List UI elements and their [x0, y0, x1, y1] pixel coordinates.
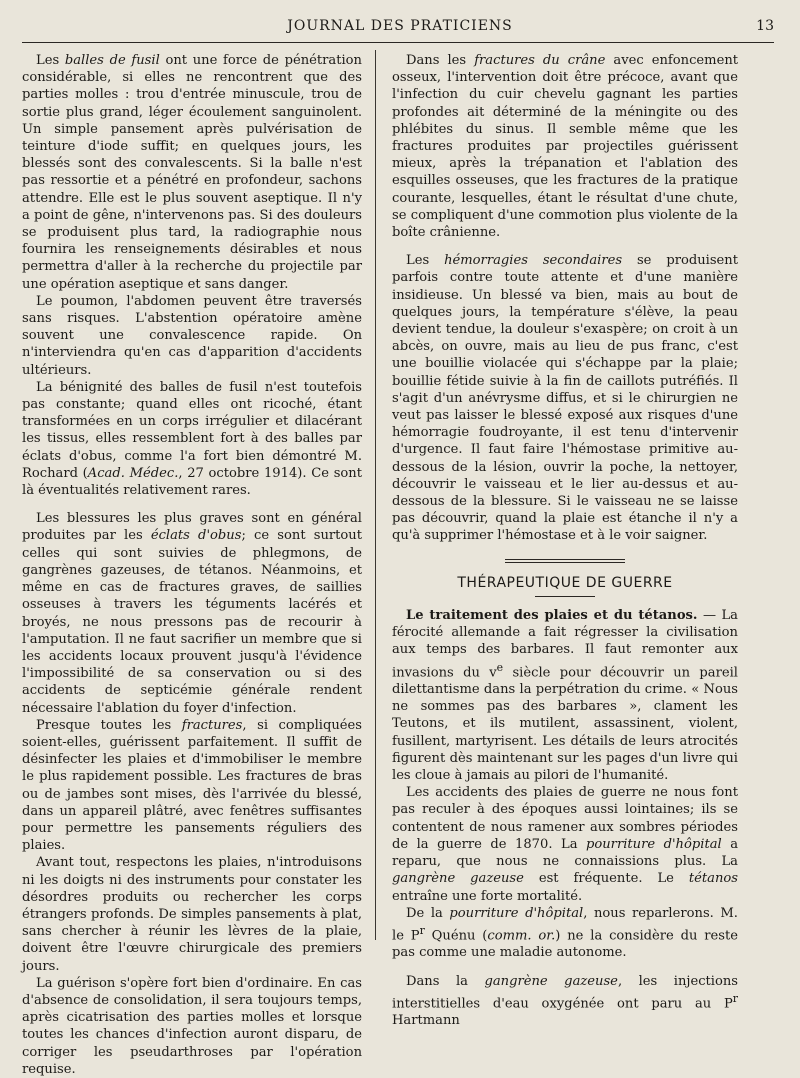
header-rule — [22, 42, 774, 43]
paragraph-pourriture: De la pourriture d'hôpital, nous reparlerons. M. le $P^r$ Quénu (comm. or.) ne la considère du reste pas comme une maladie autonome. — [392, 905, 738, 961]
section-title: THÉRAPEUTIQUE DE GUERRE — [457, 574, 673, 591]
paragraph-fractures: Presque toutes les fractures, si compliquées soient-elles, guérissent parfaitement. Il suffit de désinfecter les plaies et d'immobiliser le membre le plus rapidement possible. Les fractures de bras ou de jambes sont mises, dès l'arrivée du blessé, dans un appareil plâtré, avec fenêtres suffisantes pour permettre les pansements réguliers des plaies. — [22, 717, 362, 854]
paragraph-gangrene-gazeuse: Dans la gangrène gazeuse, les injections interstitielles d'eau oxygénée ont paru au $P^r$ Hartmann — [392, 973, 739, 1029]
paragraph-poumon: Le poumon, l'abdomen peuvent être traversés sans risques. L'abstention opératoire amène souvent une convalescence rapide. On n'interviendra qu'en cas d'apparition d'accidents ultérieurs. — [22, 293, 362, 378]
page-number: 13 — [756, 18, 774, 34]
column-divider — [375, 50, 376, 940]
paragraph-fractures-crane: Dans les fractures du crâne avec enfoncement osseux, l'intervention doit être précoce, avant que l'infection du cuir chevelu gagnant les parties profondes ait déterminé de la méningite ou des phlébites du sinus. Il semble même que les fractures produites par projectiles guérissent mieux, après la trépanation et l'ablation des esquilles osseuses, que les fractures de la pratique courante, lesquelles, étant le résultat d'une chute, se compliquent d'une commotion plus violente de la boîte crânienne. — [392, 53, 739, 241]
title-underline — [535, 596, 595, 597]
paragraph-benignite: La bénignité des balles de fusil n'est toutefois pas constante; quand elles ont ricoché, étant transformées en un corps irrégulier et dilacérant les tissus, elles ressemblent fort à des balles par éclats d'obus, comme l'a fort bien démontré M. Rochard (Acad. Médec., 27 octobre 1914). Ce sont là éventualités relativement rares. — [22, 379, 362, 499]
paragraph-guerison: La guérison s'opère fort bien d'ordinaire. En cas d'absence de consolidation, il sera toujours temps, après cicatrisation des parties molles et lorsque toutes les chances d'infection auront disparu, de corriger les pseudarthroses par l'opération requise. — [22, 975, 362, 1077]
paragraph-accidents-plaies: Les accidents des plaies de guerre ne nous font pas reculer à des époques aussi lointaines; ils se contentent de nous ramener aux sombres périodes de la guerre de 1870. La pourriture d'hôpital a reparu, que nous ne connaissions plus. La gangrène gazeuse est fréquente. Le tétanos entraîne une forte mortalité. — [392, 785, 738, 904]
running-title: JOURNAL DES PRATICIENS — [287, 18, 513, 34]
paragraph-traitement-plaies: Le traitement des plaies et du tétanos. — La férocité allemande a fait régresser la civilisation aux temps des barbares. Il faut remonter aux invasions du $v^e$ siècle pour découvrir un pareil dilettantisme dans la perpétration du crime. « Nous ne sommes pas des barbares », clament les Teutons, et ils mutilent, assassinent, violent, fusillent, martyrisent. Les détails de leurs atrocités figurent dès maintenant sur les pages d'un livre qui les cloue à jamais au pilori de l'humanité. — [392, 607, 738, 784]
paragraph-respectons-plaies: Avant tout, respectons les plaies, n'introduisons ni les doigts ni des instruments pour constater les désordres produits ou rechercher les corps étrangers profonds. De simples pansements à plat, sans chercher à réunir les lèvres de la plaie, doivent être l'œuvre chirurgicale des premiers jours. — [22, 855, 362, 974]
left-column — [22, 52, 362, 1078]
paragraph-hemorragies: Les hémorragies secondaires se produisent parfois contre toute attente et d'une manière insidieuse. Un blessé va bien, mais au bout de quelques jours, la température s'élève, la peau devient tendue, la douleur s'exaspère; on croit à un abcès, on ouvre, mais au lieu de pus franc, c'est une bouillie violacée qui s'échappe par la plaie; bouillie fétide suivie à la fin de caillots putréfiés. Il s'agit d'un anévrysme diffus, et si le chirurgien ne veut pas laisser le blessé exposé aux risques d'une hémorragie foudroyante, il est tenu d'intervenir d'urgence. Il faut faire l'hémostase primitive au-dessous de la lésion, ouvrir la poche, la nettoyer, découvrir le vaisseau et le lier au-dessus et au-dessous de la blessure. Si le vaisseau ne se laisse pas découvrir, quand la plaie est étanche il n'y a qu'à supprimer l'hémostase et à le voir saigner. — [392, 253, 739, 544]
right-column — [392, 52, 738, 1030]
section-separator — [505, 559, 625, 563]
paragraph-eclats-obus: Les blessures les plus graves sont en général produites par les éclats d'obus; ce sont surtout celles qui sont suivies de phlegmons, de gangrènes gazeuses, de tétanos. Néanmoins, et même en cas de fractures graves, de saillies osseuses à travers les téguments lacérés et broyés, ne nous pressons pas de recourir à l'amputation. Il ne faut sacrifier un membre que si les accidents locaux prouvent jusqu'à l'évidence l'impossibilité de sa conservation ou si des accidents de septicémie générale rendent nécessaire l'ablation du foyer d'infection. — [22, 511, 362, 716]
paragraph-balles-de-fusil: Les balles de fusil ont une force de pénétration considérable, si elles ne rencontrent que des parties molles : trou d'entrée minuscule, trou de sortie plus grand, léger écoulement sanguinolent. Un simple pansement après pulvérisation de teinture d'iode suffit; en quelques jours, les blessés sont des convalescents. Si la balle n'est pas ressortie et a pénétré en profondeur, sachons attendre. Elle est le plus souvent aseptique. Il n'y a point de gêne, n'intervenons pas. Si des douleurs se produisent plus tard, la radiographie nous fournira les renseignements désirables et nous permettra d'aller à la recherche du projectile par une opération aseptique et sans danger. — [22, 53, 362, 292]
